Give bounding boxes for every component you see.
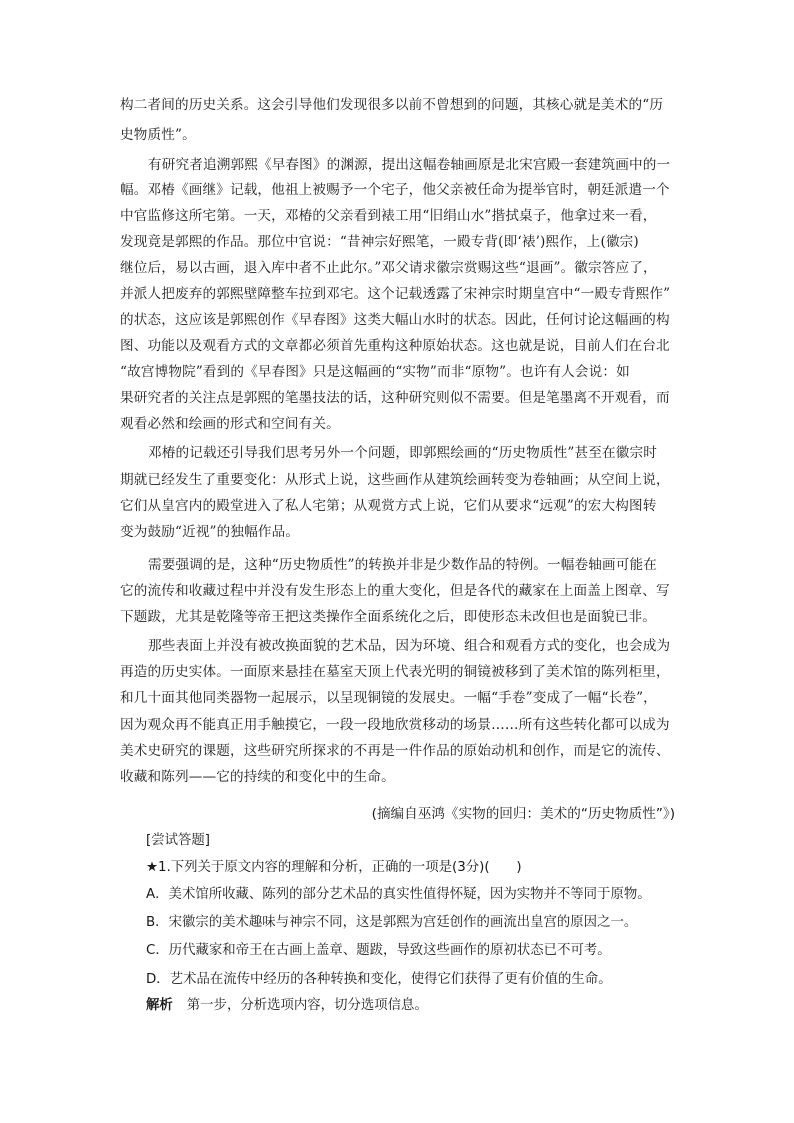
text-line: 并派人把废弃的郭熙壁障整车拉到邓宅。这个记载透露了宋神宗时期皇宫中“一殿专背熙作” xyxy=(120,286,671,302)
text-line: 发现竟是郭熙的作品。那位中官说：“昔神宗好熙笔，一殿专背(即‘裱’)熙作，上(徽宗) xyxy=(120,234,639,250)
text-line: 图、功能以及观看方式的文章都必须首先重构这种原始状态。这也就是说，目前人们在台北 xyxy=(120,338,670,354)
text-line: 有研究者追溯郭熙《早春图》的渊源，提出这幅卷轴画原是北宋宫殿一套建筑画中的一 xyxy=(148,157,671,173)
text-line: 美术史研究的课题，这些研究所探求的不再是一件作品的原始动机和创作，而是它的流传、 xyxy=(120,743,670,759)
text-line: “故宫博物院”看到的《早春图》只是这幅画的“实物”而非“原物”。也许有人会说：如 xyxy=(120,364,630,380)
text-line: 邓椿的记载还引导我们思考另外一个问题，即郭熙绘画的“历史物质性”甚至在徽宗时 xyxy=(148,445,657,461)
option-a: A．美术馆所收藏、陈列的部分艺术品的真实性值得怀疑，因为实物并不等同于原物。 xyxy=(146,887,651,902)
option-c: C．历代藏家和帝王在古画上盖章、题跋，导致这些画作的原初状态已不可考。 xyxy=(146,943,611,958)
text-line: 再造的历史实体。一面原来悬挂在墓室天顶上代表光明的铜镜被移到了美术馆的陈列柜里， xyxy=(120,664,670,680)
analysis-line xyxy=(146,996,686,1016)
section-header: [尝试答题] xyxy=(146,833,211,848)
text-line: 构二者间的历史关系。这会引导他们发现很多以前不曾想到的问题，其核心就是美术的“历 xyxy=(120,97,664,113)
text-line: 下题跋，尤其是乾隆等帝王把这类操作全面系统化之后，即使形态未改但也是面貌已非。 xyxy=(120,609,657,625)
text-line: 需要强调的是，这种“历史物质性”的转换并非是少数作品的特例。一幅卷轴画可能在 xyxy=(148,557,657,573)
option-d: D．艺术品在流传中经历的各种转换和变化，使得它们获得了更有价值的生命。 xyxy=(146,972,612,987)
text-line: 果研究者的关注点是郭熙的笔墨技法的话，这种研究则似不需要。但是笔墨离不开观看，而 xyxy=(120,390,670,406)
text-line: 中官监修这所宅第。一天，邓椿的父亲看到裱工用“旧绢山水”揩拭桌子，他拿过来一看， xyxy=(120,208,657,224)
text-line: 期就已经发生了重要变化：从形式上说，这些画作从建筑绘画转变为卷轴画；从空间上说， xyxy=(120,472,670,488)
option-b: B．宋徽宗的美术趣味与神宗不同，这是郭熙为宫廷创作的画流出皇宫的原因之一。 xyxy=(146,915,638,930)
text-line: 观看必然和绘画的形式和空间有关。 xyxy=(120,416,340,432)
text-line: 继位后，易以古画，退入库中者不止此尔。”邓父请求徽宗赏赐这些“退画”。徽宗答应了， xyxy=(120,260,657,276)
text-line: 变为鼓励“近视”的独幅作品。 xyxy=(120,524,300,540)
text-line: 因为观众再不能真正用手触摸它，一段一段地欣赏移动的场景……所有这些转化都可以成为 xyxy=(120,717,670,733)
text-line: 它的流传和收藏过程中并没有发生形态上的重大变化，但是各代的藏家在上面盖上图章、写 xyxy=(120,583,670,599)
text-line: 它们从皇宫内的殿堂进入了私人宅第；从观赏方式上说，它们从要求“远观”的宏大构图转 xyxy=(120,498,657,514)
text-line: 史物质性”。 xyxy=(120,127,196,143)
analysis-label: 解析 xyxy=(146,998,173,1013)
source-citation: (摘编自巫鸿《实物的回归：美术的“历史物质性”》) xyxy=(371,806,675,822)
text-line: 的状态，这应该是郭熙创作《早春图》这类大幅山水时的状态。因此，任何讨论这幅画的构 xyxy=(120,312,670,328)
text-line: 那些表面上并没有被改换面貌的艺术品，因为环境、组合和观看方式的变化，也会成为 xyxy=(148,638,671,654)
text-line: 幅。邓椿《画继》记载，他祖上被赐予一个宅子，他父亲被任命为提举官时，朝廷派遣一个 xyxy=(120,182,670,198)
text-line: 和几十面其他同类器物一起展示，以呈现铜镜的发展史。一幅“手卷”变成了一幅“长卷”， xyxy=(120,690,657,706)
question-stem: ★1.下列关于原文内容的理解和分析，正确的一项是(3分)( ) xyxy=(146,860,522,875)
text-line: 收藏和陈列——它的持续的和变化中的生命。 xyxy=(120,769,395,785)
analysis-text: 第一步，分析选项内容，切分选项信息。 xyxy=(186,998,428,1013)
